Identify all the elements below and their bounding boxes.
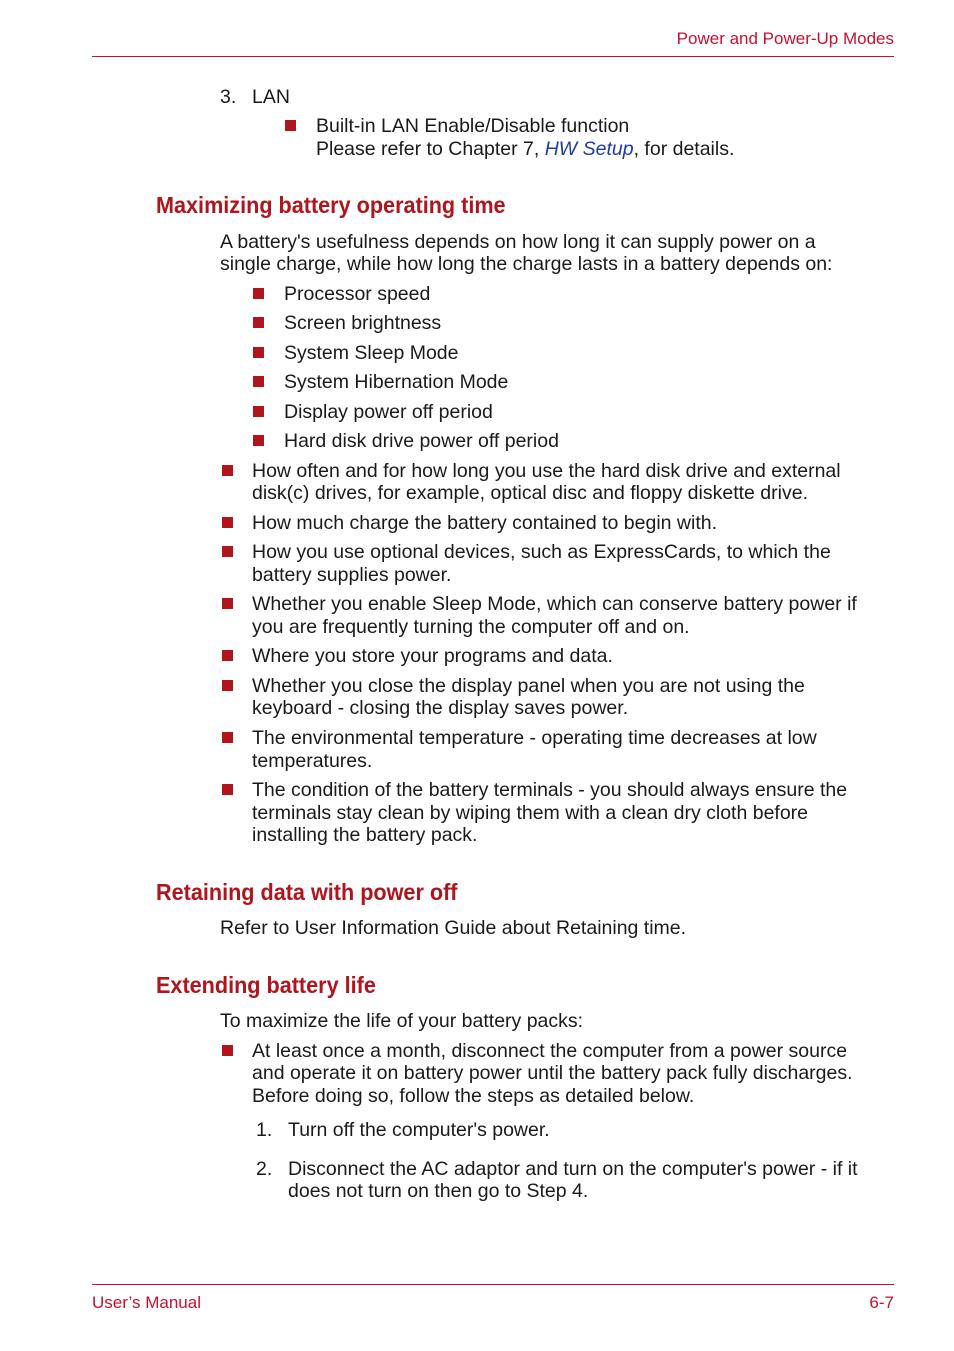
hw-setup-link[interactable]: HW Setup — [544, 138, 634, 160]
sub-list-item: Display power off period — [284, 401, 493, 423]
bullet-icon — [222, 1045, 233, 1056]
lan-reference — [316, 138, 734, 161]
list-item-line: At least once a month, disconnect the computer from a power source — [252, 1040, 848, 1062]
step-number: 2. — [256, 1158, 273, 1180]
header-rule — [92, 56, 894, 57]
step-text: Disconnect the AC adaptor and turn on the computer's power - if it — [288, 1158, 858, 1180]
bullet-icon — [253, 376, 264, 387]
footer-rule — [92, 1284, 894, 1285]
step-number: 1. — [256, 1119, 273, 1141]
section-heading-extending: Extending battery life — [156, 972, 376, 998]
sub-list-item: System Sleep Mode — [284, 342, 459, 364]
lan-bullet-text: Built-in LAN Enable/Disable function — [316, 115, 630, 137]
list-number: 3. — [220, 86, 237, 108]
step-text: Turn off the computer's power. — [288, 1119, 550, 1141]
list-item-line: The condition of the battery terminals - you should always ensure the — [252, 779, 848, 801]
list-item-line: How much charge the battery contained to begin with. — [252, 512, 718, 534]
reference-suffix: , for details. — [633, 138, 735, 160]
extending-intro: To maximize the life of your battery packs: — [220, 1010, 584, 1032]
page-number: 6-7 — [869, 1293, 894, 1312]
list-item-line: battery supplies power. — [252, 564, 452, 586]
section-heading-maximizing: Maximizing battery operating time — [156, 192, 506, 218]
step-text: does not turn on then go to Step 4. — [288, 1180, 589, 1202]
sub-list-item: Screen brightness — [284, 312, 442, 334]
bullet-icon — [222, 784, 233, 795]
bullet-icon — [253, 406, 264, 417]
bullet-icon — [285, 120, 296, 131]
bullet-icon — [222, 465, 233, 476]
list-item-line: Whether you enable Sleep Mode, which can conserve battery power if — [252, 593, 857, 615]
bullet-icon — [222, 650, 233, 661]
sub-list-item: Hard disk drive power off period — [284, 430, 559, 452]
bullet-icon — [253, 317, 264, 328]
bullet-icon — [222, 680, 233, 691]
retaining-text: Refer to User Information Guide about Retaining time. — [220, 917, 687, 939]
bullet-icon — [222, 598, 233, 609]
list-item-line: The environmental temperature - operating time decreases at low — [252, 727, 817, 749]
bullet-icon — [253, 347, 264, 358]
list-item-line: How you use optional devices, such as ExpressCards, to which the — [252, 541, 831, 563]
lan-label: LAN — [252, 86, 290, 108]
bullet-icon — [253, 288, 264, 299]
list-item-line: installing the battery pack. — [252, 824, 478, 846]
list-item-line: you are frequently turning the computer off and on. — [252, 616, 690, 638]
sub-list-item: Processor speed — [284, 283, 431, 305]
list-item-line: Whether you close the display panel when you are not using the — [252, 675, 805, 697]
list-item-line: Before doing so, follow the steps as detailed below. — [252, 1085, 695, 1107]
section-heading-retaining: Retaining data with power off — [156, 879, 458, 905]
bullet-icon — [222, 732, 233, 743]
bullet-icon — [222, 517, 233, 528]
bullet-icon — [253, 435, 264, 446]
list-item-line: disk(c) drives, for example, optical disc and floppy diskette drive. — [252, 482, 808, 504]
bullet-icon — [222, 546, 233, 557]
footer-manual-title: User’s Manual — [92, 1293, 201, 1312]
reference-prefix: Please refer to Chapter 7, — [316, 138, 545, 160]
list-item-line: and operate it on battery power until the battery pack fully discharges. — [252, 1062, 853, 1084]
intro-line: A battery's usefulness depends on how long it can supply power on a — [220, 231, 816, 253]
list-item-line: How often and for how long you use the hard disk drive and external — [252, 460, 841, 482]
list-item-line: temperatures. — [252, 750, 373, 772]
list-item-line: keyboard - closing the display saves power. — [252, 697, 629, 719]
intro-line: single charge, while how long the charge lasts in a battery depends on: — [220, 253, 833, 275]
sub-list-item: System Hibernation Mode — [284, 371, 509, 393]
list-item-line: terminals stay clean by wiping them with a clean dry cloth before — [252, 802, 809, 824]
running-header: Power and Power-Up Modes — [676, 29, 894, 48]
list-item-line: Where you store your programs and data. — [252, 645, 613, 667]
